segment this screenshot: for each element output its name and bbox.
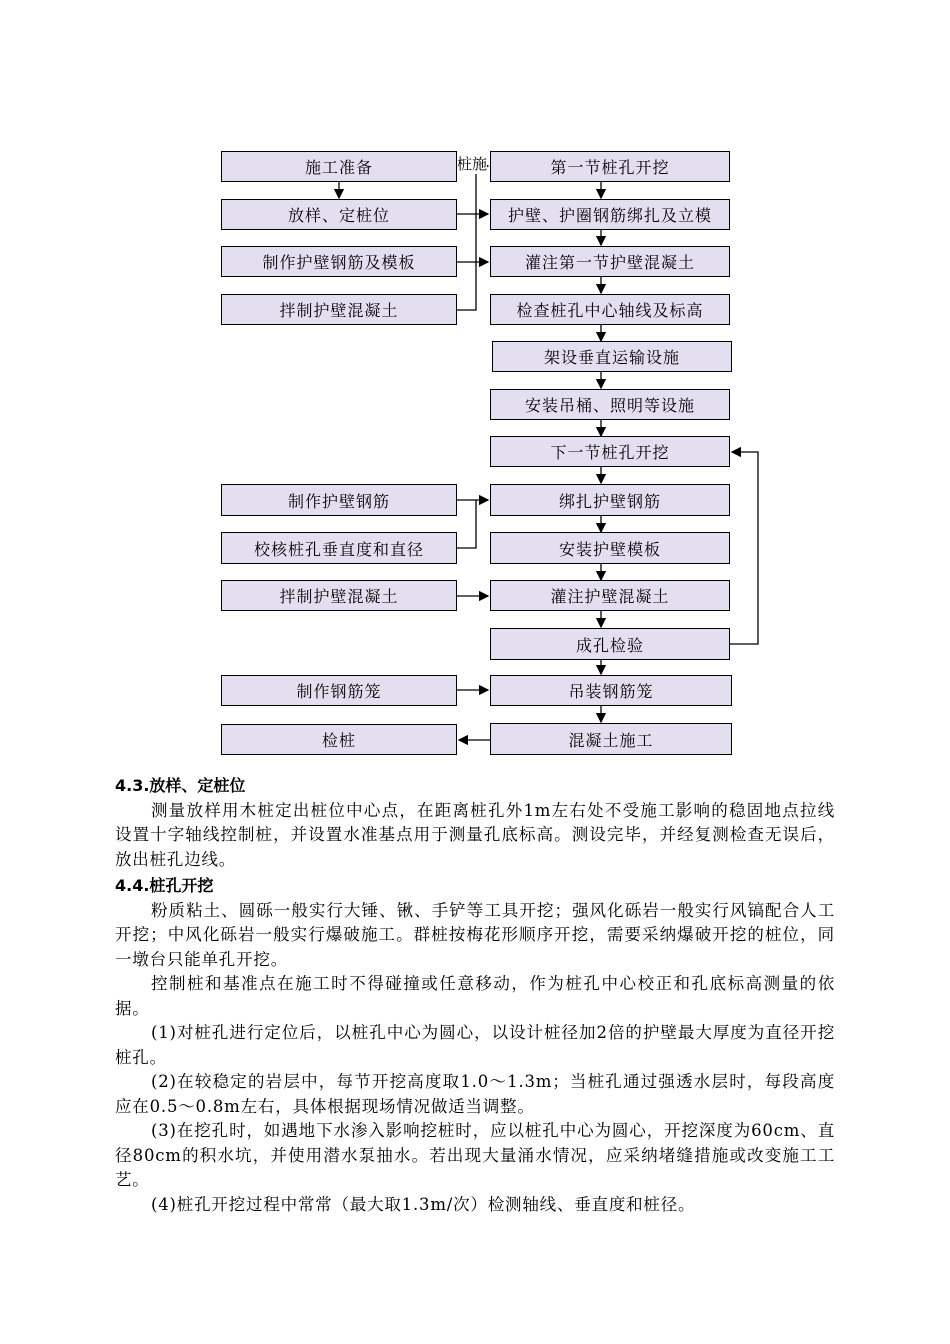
flow-box-stakeout: 放样、定桩位	[221, 199, 457, 230]
flow-box-make-rebar-cage: 制作钢筋笼	[221, 675, 457, 706]
paragraph: (4)桩孔开挖过程中常常（最大取1.3m/次）检测轴线、垂直度和桩径。	[151, 1194, 696, 1214]
paragraph: (1)对桩孔进行定位后，以桩孔中心为圆心，以设计桩径加2倍的护壁最大厚度为直径开挖桩孔。	[115, 1023, 835, 1067]
flow-box-bind-wall-rebar: 绑扎护壁钢筋	[490, 484, 730, 516]
flow-box-mix-wall-concrete-2: 拌制护壁混凝土	[221, 580, 457, 611]
flow-box-pile-test: 检桩	[221, 724, 457, 755]
flow-box-first-excavation: 第一节桩孔开挖	[490, 151, 730, 182]
flow-box-vertical-transport: 架设垂直运输设施	[492, 341, 732, 372]
overlap-label: 桩施	[457, 155, 488, 173]
paragraph: 粉质粘土、圆砾一般实行大锤、锹、手铲等工具开挖；强风化砾岩一般实行风镐配合人工开挖；中风化砾岩一般实行爆破施工。群桩按梅花形顺序开挖，需要采纳爆破开挖的桩位，同一墩台只能单孔开挖。	[115, 900, 835, 969]
flow-box-pour-first-wall: 灌注第一节护壁混凝土	[490, 246, 730, 277]
section-heading-4-3: 4.3.放样、定桩位	[115, 776, 246, 795]
paragraph: 控制桩和基准点在施工时不得碰撞或任意移动，作为桩孔中心校正和孔底标高测量的依据。	[115, 974, 835, 1018]
flow-box-bucket-lighting: 安装吊桶、照明等设施	[490, 389, 730, 420]
flow-box-make-wall-rebar-formwork: 制作护壁钢筋及模板	[221, 246, 457, 277]
flow-box-wall-rebar-binding: 护壁、护圈钢筋绑扎及立模	[490, 199, 730, 230]
flow-box-construction-prep: 施工准备	[221, 151, 457, 182]
document-body	[115, 772, 835, 1217]
section-heading-4-4: 4.4.桩孔开挖	[115, 876, 214, 895]
flow-box-mix-wall-concrete-1: 拌制护壁混凝土	[221, 294, 457, 325]
flow-box-check-verticality: 校核桩孔垂直度和直径	[221, 532, 457, 564]
flow-box-hole-inspection: 成孔检验	[490, 628, 730, 660]
flow-box-hoist-cage: 吊装钢筋笼	[490, 675, 732, 706]
paragraph: (3)在挖孔时，如遇地下水渗入影响挖桩时，应以桩孔中心为圆心，开挖深度为60cm、直径80cm的积水坑，并使用潜水泵抽水。若出现大量涌水情况，应采纳堵缝措施或改变施工工艺。	[115, 1121, 835, 1189]
paragraph: 测量放样用木桩定出桩位中心点，在距离桩孔外1m左右处不受施工影响的稳固地点拉线设置十字轴线控制桩，并设置水准基点用于测量孔底标高。测设完毕，并经复测检查无误后，放出桩孔边线。	[115, 800, 835, 869]
paragraph: (2)在较稳定的岩层中，每节开挖高度取1.0～1.3m；当桩孔通过强透水层时，每段高度应在0.5～0.8m左右，具体根据现场情况做适当调整。	[115, 1072, 835, 1116]
flow-box-pour-wall: 灌注护壁混凝土	[490, 580, 730, 611]
flow-box-concrete-work: 混凝土施工	[490, 723, 732, 755]
flow-box-next-excavation: 下一节桩孔开挖	[490, 436, 730, 467]
flow-box-check-axis: 检查桩孔中心轴线及标高	[490, 294, 730, 325]
flow-box-make-wall-rebar: 制作护壁钢筋	[221, 484, 457, 516]
flow-box-install-formwork: 安装护壁模板	[490, 532, 730, 564]
